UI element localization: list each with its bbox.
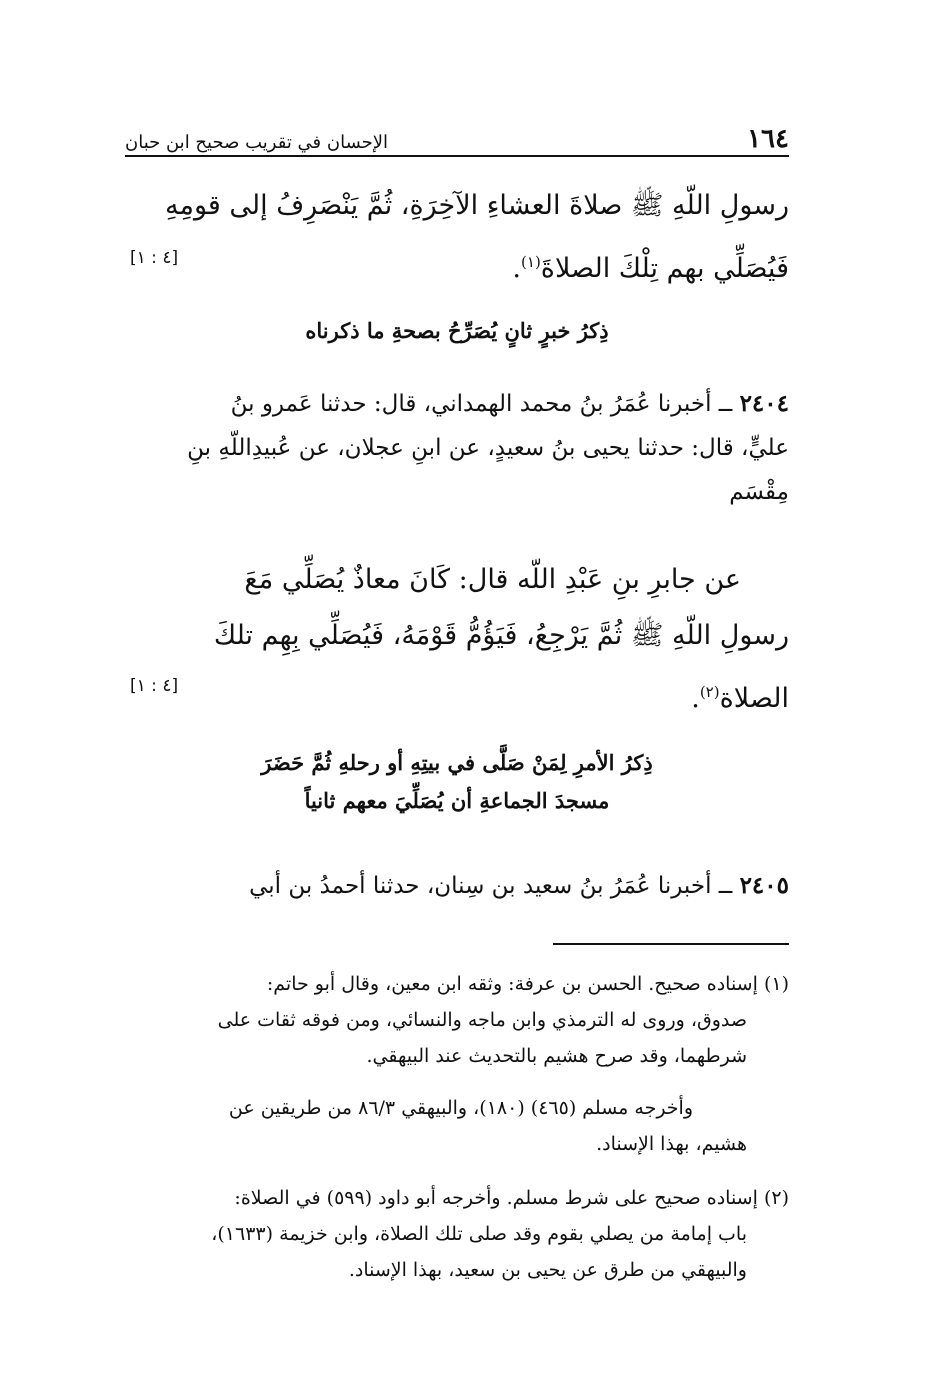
matn-period: . <box>691 683 700 714</box>
hadith-2404-matn <box>125 552 789 727</box>
continued-text <box>125 178 789 297</box>
footnote-1-line-2: صدوق، وروى له الترمذي وابن ماجه والنسائي، ومن فوقه ثقات على <box>217 1009 747 1031</box>
footnote-1-line-5: هشيم، بهذا الإسناد. <box>596 1133 747 1155</box>
footnote-1-marker: (١) <box>763 973 789 995</box>
footnote-2-line-1-text: إسناده صحيح على شرط مسلم. وأخرجه أبو داود (٥٩٩) في الصلاة: <box>234 1187 758 1209</box>
reference-tag-1: [٤ : ١] <box>130 248 179 268</box>
footnote-2-marker: (٢) <box>763 1187 789 1209</box>
continued-line-2 <box>125 234 789 297</box>
footnote-1-line-4: وأخرجه مسلم (٤٦٥) (١٨٠)، والبيهقي ٨٦/٣ من طريقين عن <box>228 1097 693 1119</box>
section-heading-1: ذِكرُ خبرٍ ثانٍ يُصَرِّحُ بصحةِ ما ذكرناه <box>305 318 609 343</box>
footnote-1-continued <box>125 1090 789 1162</box>
hadith-2405-line-1-text: ــ أخبرنا عُمَرُ بنُ سعيد بن سِنان، حدثنا أحمدُ بن أبي <box>249 873 740 899</box>
heading-2-line-2: مسجدَ الجماعةِ أن يُصَلِّيَ معهم ثانياً <box>304 788 610 813</box>
footnote-1-line-3: شرطهما، وقد صرح هشيم بالتحديث عند البيهقي. <box>366 1045 747 1067</box>
footnote-1 <box>125 966 789 1074</box>
reference-tag-2: [٤ : ١] <box>130 676 179 696</box>
hadith-2405 <box>125 864 789 908</box>
matn-line-1: عن جابرِ بنِ عَبْدِ اللّه قال: كَانَ معاذٌ يُصَلِّي مَعَ <box>244 564 741 595</box>
continued-line-2-text: فَيُصَلِّي بهم تِلْكَ الصلاةَ <box>540 253 789 284</box>
isnad-line-2: عليٍّ، قال: حدثنا يحيى بنُ سعيدٍ، عن ابنِ عجلان، عن عُبيدِاللّهِ بنِ <box>187 435 789 461</box>
heading-2-line-1: ذِكرُ الأمرِ لِمَنْ صَلَّى في بيتِهِ أو رحلهِ ثُمَّ حَضَرَ <box>261 750 653 775</box>
footnote-1-line-1 <box>125 966 789 1002</box>
isnad-line-3: مِقْسَم <box>729 479 789 505</box>
footnote-2-line-2: باب إمامة من يصلي بقوم وقد صلى تلك الصلاة، وابن خزيمة (١٦٣٣)، <box>211 1223 747 1245</box>
footnote-2 <box>125 1180 789 1288</box>
matn-line-3-text: الصلاة <box>719 683 789 714</box>
footnote-2-line-3: والبيهقي من طرق عن يحيى بن سعيد، بهذا الإسناد. <box>348 1259 747 1281</box>
hadith-2405-line-1 <box>125 864 789 908</box>
footnote-marker-1: (١) <box>521 253 541 271</box>
matn-line-3 <box>125 664 789 727</box>
page-header <box>125 112 789 152</box>
page-number: ١٦٤ <box>747 124 789 154</box>
hadith-number-2405: ٢٤٠٥ <box>739 872 789 899</box>
header-rule <box>125 155 789 157</box>
section-heading-2 <box>125 744 789 820</box>
isnad-line-1 <box>125 382 789 426</box>
footnote-1-line-1-text: إسناده صحيح. الحسن بن عرفة: وثقه ابن معين، وقال أبو حاتم: <box>266 973 758 995</box>
continued-line-1: رسولِ اللّهِ ﷺ صلاةَ العشاءِ الآخِرَةِ، ثُمَّ يَنْصَرِفُ إلى قومِهِ <box>165 190 789 221</box>
footnote-marker-2: (٢) <box>699 683 720 701</box>
hadith-2404-isnad <box>125 382 789 514</box>
running-title: الإحسان في تقريب صحيح ابن حبان <box>125 132 389 153</box>
footnote-2-line-1 <box>125 1180 789 1216</box>
matn-line-2: رسولِ اللّهِ ﷺ ثُمَّ يَرْجِعُ، فَيَؤُمُّ قَوْمَهُ، فَيُصَلِّي بِهِم تلكَ <box>213 620 789 651</box>
continued-period: . <box>512 253 522 284</box>
isnad-line-1-text: ــ أخبرنا عُمَرُ بنُ محمد الهمداني، قال: حدثنا عَمرو بنُ <box>230 391 740 417</box>
hadith-number-2404: ٢٤٠٤ <box>739 390 789 417</box>
footnote-rule <box>553 943 789 945</box>
